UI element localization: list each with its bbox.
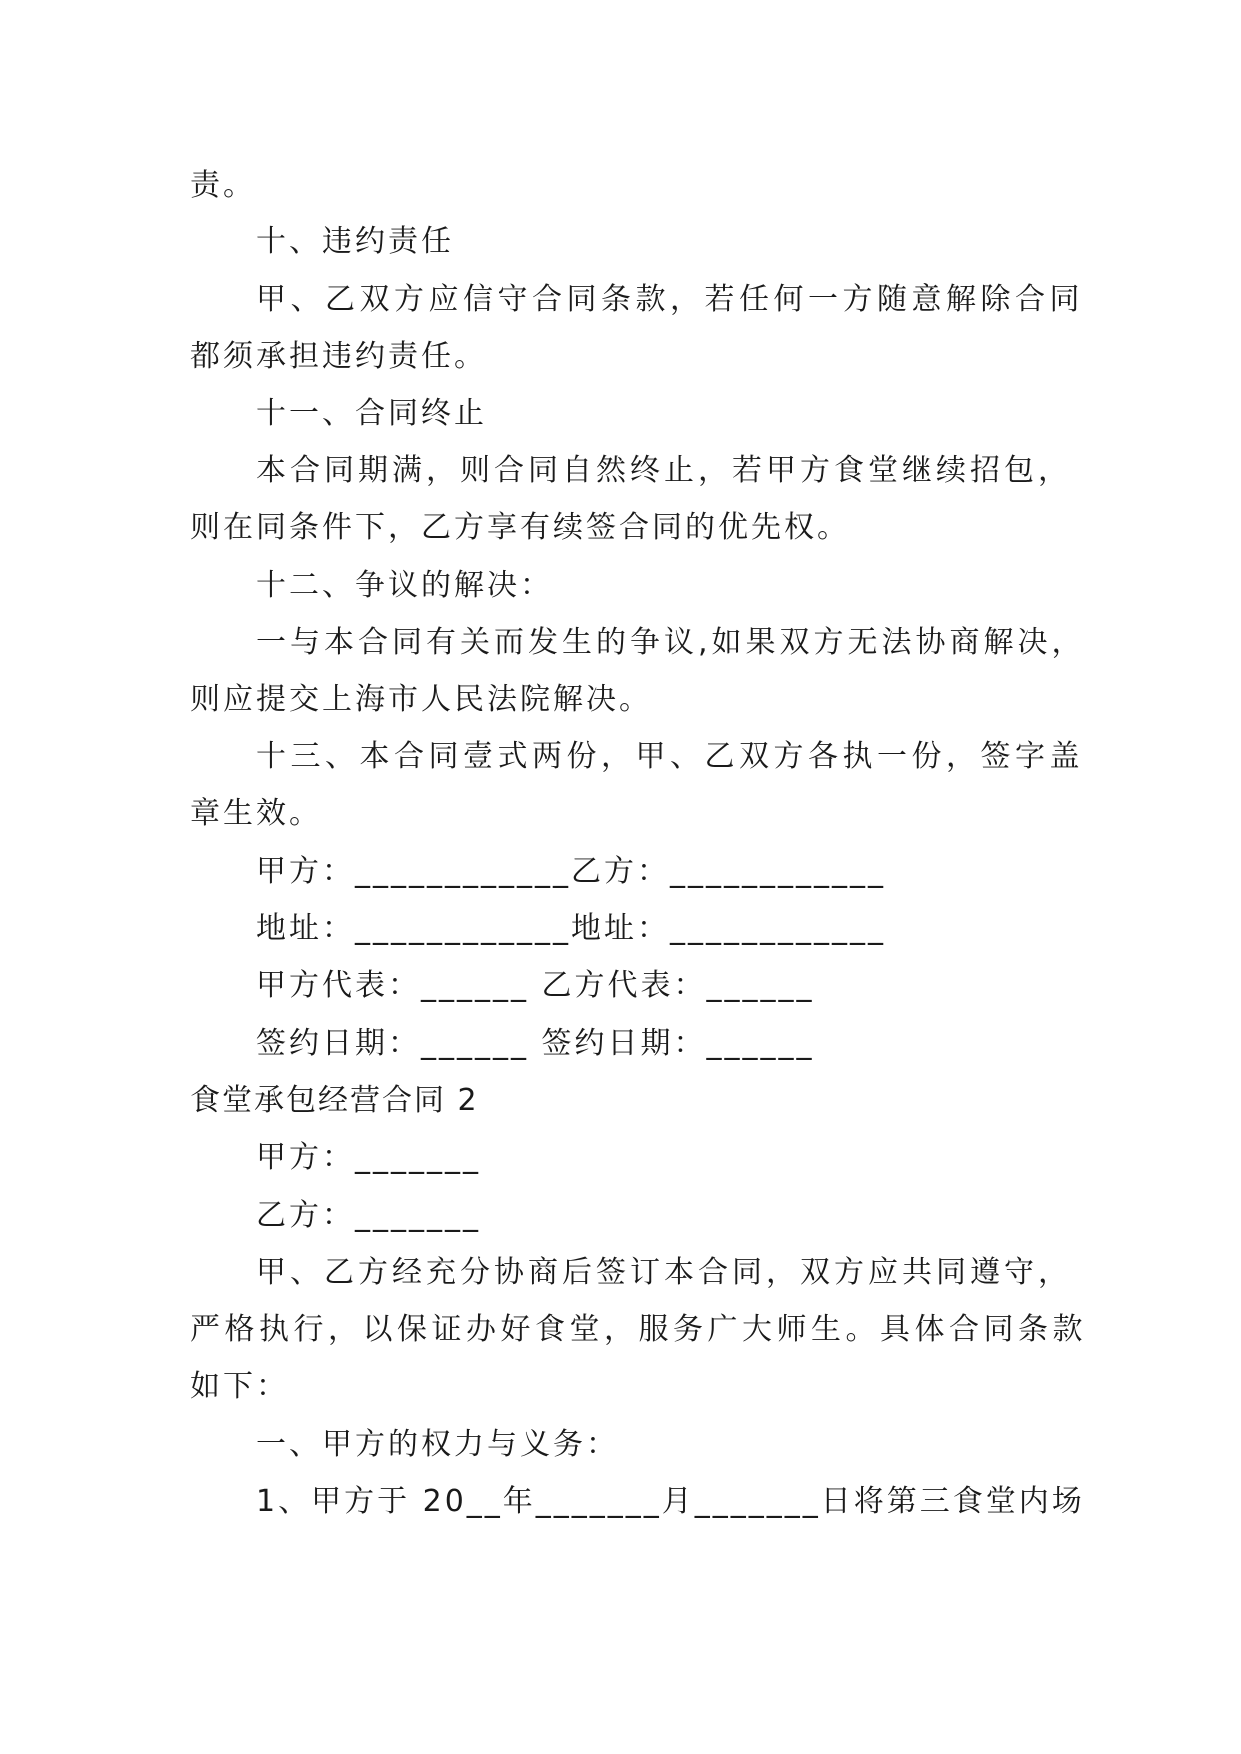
party-a-line: 甲方：_______ bbox=[256, 1140, 481, 1175]
text-line: 章生效。 bbox=[190, 796, 322, 831]
text-line: 责。 bbox=[190, 168, 256, 203]
text-line: 严格执行，以保证办好食堂，服务广大师生。具体合同条款 bbox=[190, 1312, 1087, 1347]
text-line: 都须承担违约责任。 bbox=[190, 339, 487, 374]
text-line: 则在同条件下，乙方享有续签合同的优先权。 bbox=[190, 510, 850, 545]
signature-address-line: 地址：____________地址：____________ bbox=[256, 911, 886, 946]
signature-party-line: 甲方：____________乙方：____________ bbox=[256, 854, 886, 889]
party-b-line: 乙方：_______ bbox=[256, 1198, 481, 1233]
contract-title: 食堂承包经营合同 2 bbox=[190, 1083, 479, 1118]
signature-date-line: 签约日期：______ 签约日期：______ bbox=[256, 1026, 815, 1061]
section-heading: 十、违约责任 bbox=[256, 224, 454, 259]
signature-representative-line: 甲方代表：______ 乙方代表：______ bbox=[256, 968, 815, 1003]
text-line: 1、甲方于 20__年_______月_______日将第三食堂内场 bbox=[256, 1484, 1085, 1519]
text-line: 甲、乙双方应信守合同条款，若任何一方随意解除合同 bbox=[256, 282, 1084, 317]
text-line: 本合同期满，则合同自然终止，若甲方食堂继续招包， bbox=[256, 453, 1072, 488]
text-line: 则应提交上海市人民法院解决。 bbox=[190, 682, 652, 717]
section-heading: 十一、合同终止 bbox=[256, 396, 487, 431]
text-line: 十三、本合同壹式两份，甲、乙双方各执一份，签字盖 bbox=[256, 739, 1084, 774]
section-heading: 十二、争议的解决： bbox=[256, 568, 553, 603]
text-line: 甲、乙方经充分协商后签订本合同，双方应共同遵守， bbox=[256, 1255, 1072, 1290]
text-line: 如下： bbox=[190, 1369, 289, 1404]
section-heading: 一、甲方的权力与义务： bbox=[256, 1427, 619, 1462]
text-line: 一与本合同有关而发生的争议,如果双方无法协商解决， bbox=[256, 625, 1086, 660]
